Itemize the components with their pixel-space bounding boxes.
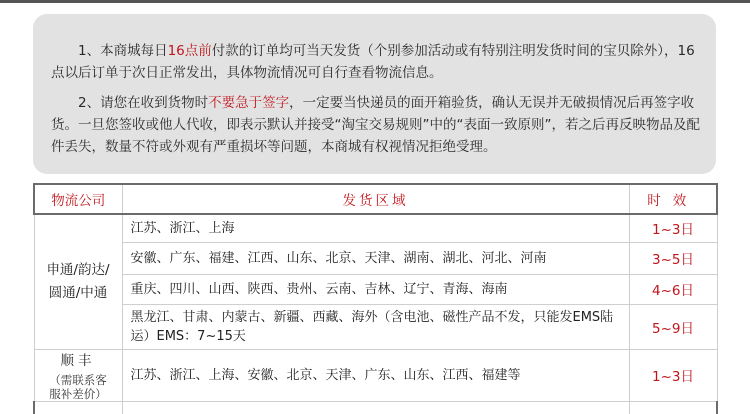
table-row-sf — [34, 349, 717, 401]
header-time: 时效 — [629, 184, 717, 214]
notice-1-text-start: 1、本商城每日 — [78, 43, 168, 59]
time-cell: 1~3日 — [629, 349, 717, 401]
region-cell: 黑龙江、甘肃、内蒙古、新疆、西藏、海外（含电池、磁性产品不发，只能发EMS陆运）EMS：7~15天 — [122, 304, 629, 349]
time-cell: 3~5日 — [629, 242, 717, 274]
header-area: 发货区域 — [122, 184, 629, 214]
carrier-group-express — [34, 214, 122, 349]
notice-2-highlight: 不要急于签字 — [208, 95, 290, 111]
notice-1-highlight: 16点前 — [167, 43, 212, 59]
table-row — [34, 274, 717, 304]
sf-name: 顺丰 — [60, 352, 96, 369]
table-row — [34, 304, 717, 349]
table-row — [34, 242, 717, 274]
notice-paragraph-1 — [51, 40, 702, 84]
shipping-table — [33, 183, 718, 414]
time-cell: 1~3日 — [629, 214, 717, 242]
table-header-row — [34, 184, 717, 214]
time-cell: 4~6日 — [629, 274, 717, 304]
header-carrier: 物流公司 — [34, 184, 122, 214]
region-cell: 安徽、广东、福建、江西、山东、北京、天津、湖南、湖北、河北、河南 — [122, 242, 629, 274]
region-cell: 江苏、浙江、上海 — [122, 214, 629, 242]
sf-note-line-2: 服补差价） — [49, 386, 107, 401]
region-cell: 重庆、四川、山西、陕西、贵州、云南、吉林、辽宁、青海、海南 — [122, 274, 629, 304]
sf-note-line-1: （需联系客 — [49, 372, 107, 387]
table-row — [34, 214, 717, 242]
carrier-sf — [34, 349, 122, 401]
notice-2-text-start: 2、请您在收到货物时 — [78, 95, 209, 111]
region-cell: 江苏、浙江、上海、安徽、北京、天津、广东、山东、江西、福建等 — [122, 349, 629, 401]
carrier-line-1: 申通/韵达/ — [46, 261, 110, 278]
time-cell: 5~9日 — [629, 304, 717, 349]
carrier-line-2: 圆通/中通 — [48, 284, 108, 301]
top-divider — [0, 0, 750, 3]
notice-2-text-end: ，一定要当快递员的面开箱验货，确认无误并无破损情况后再签字收货。一旦您签收或他人代收，即表示默认并接受“淘宝交易规则”中的“表面一致原则”，若之后再反映物品及配件丢失，数量不符或外观有严重损坏等问题，本商城有权视情况拒绝受理。 — [51, 95, 700, 155]
notice-1-text-end: 付款的订单均可当天发货（个别参加活动或有特别注明发货时间的宝贝除外），16点以后订单于次日正常发出，具体物流情况可自行查看物流信息。 — [51, 43, 695, 81]
shipping-notice-box — [33, 14, 716, 174]
notice-paragraph-2 — [51, 92, 702, 158]
